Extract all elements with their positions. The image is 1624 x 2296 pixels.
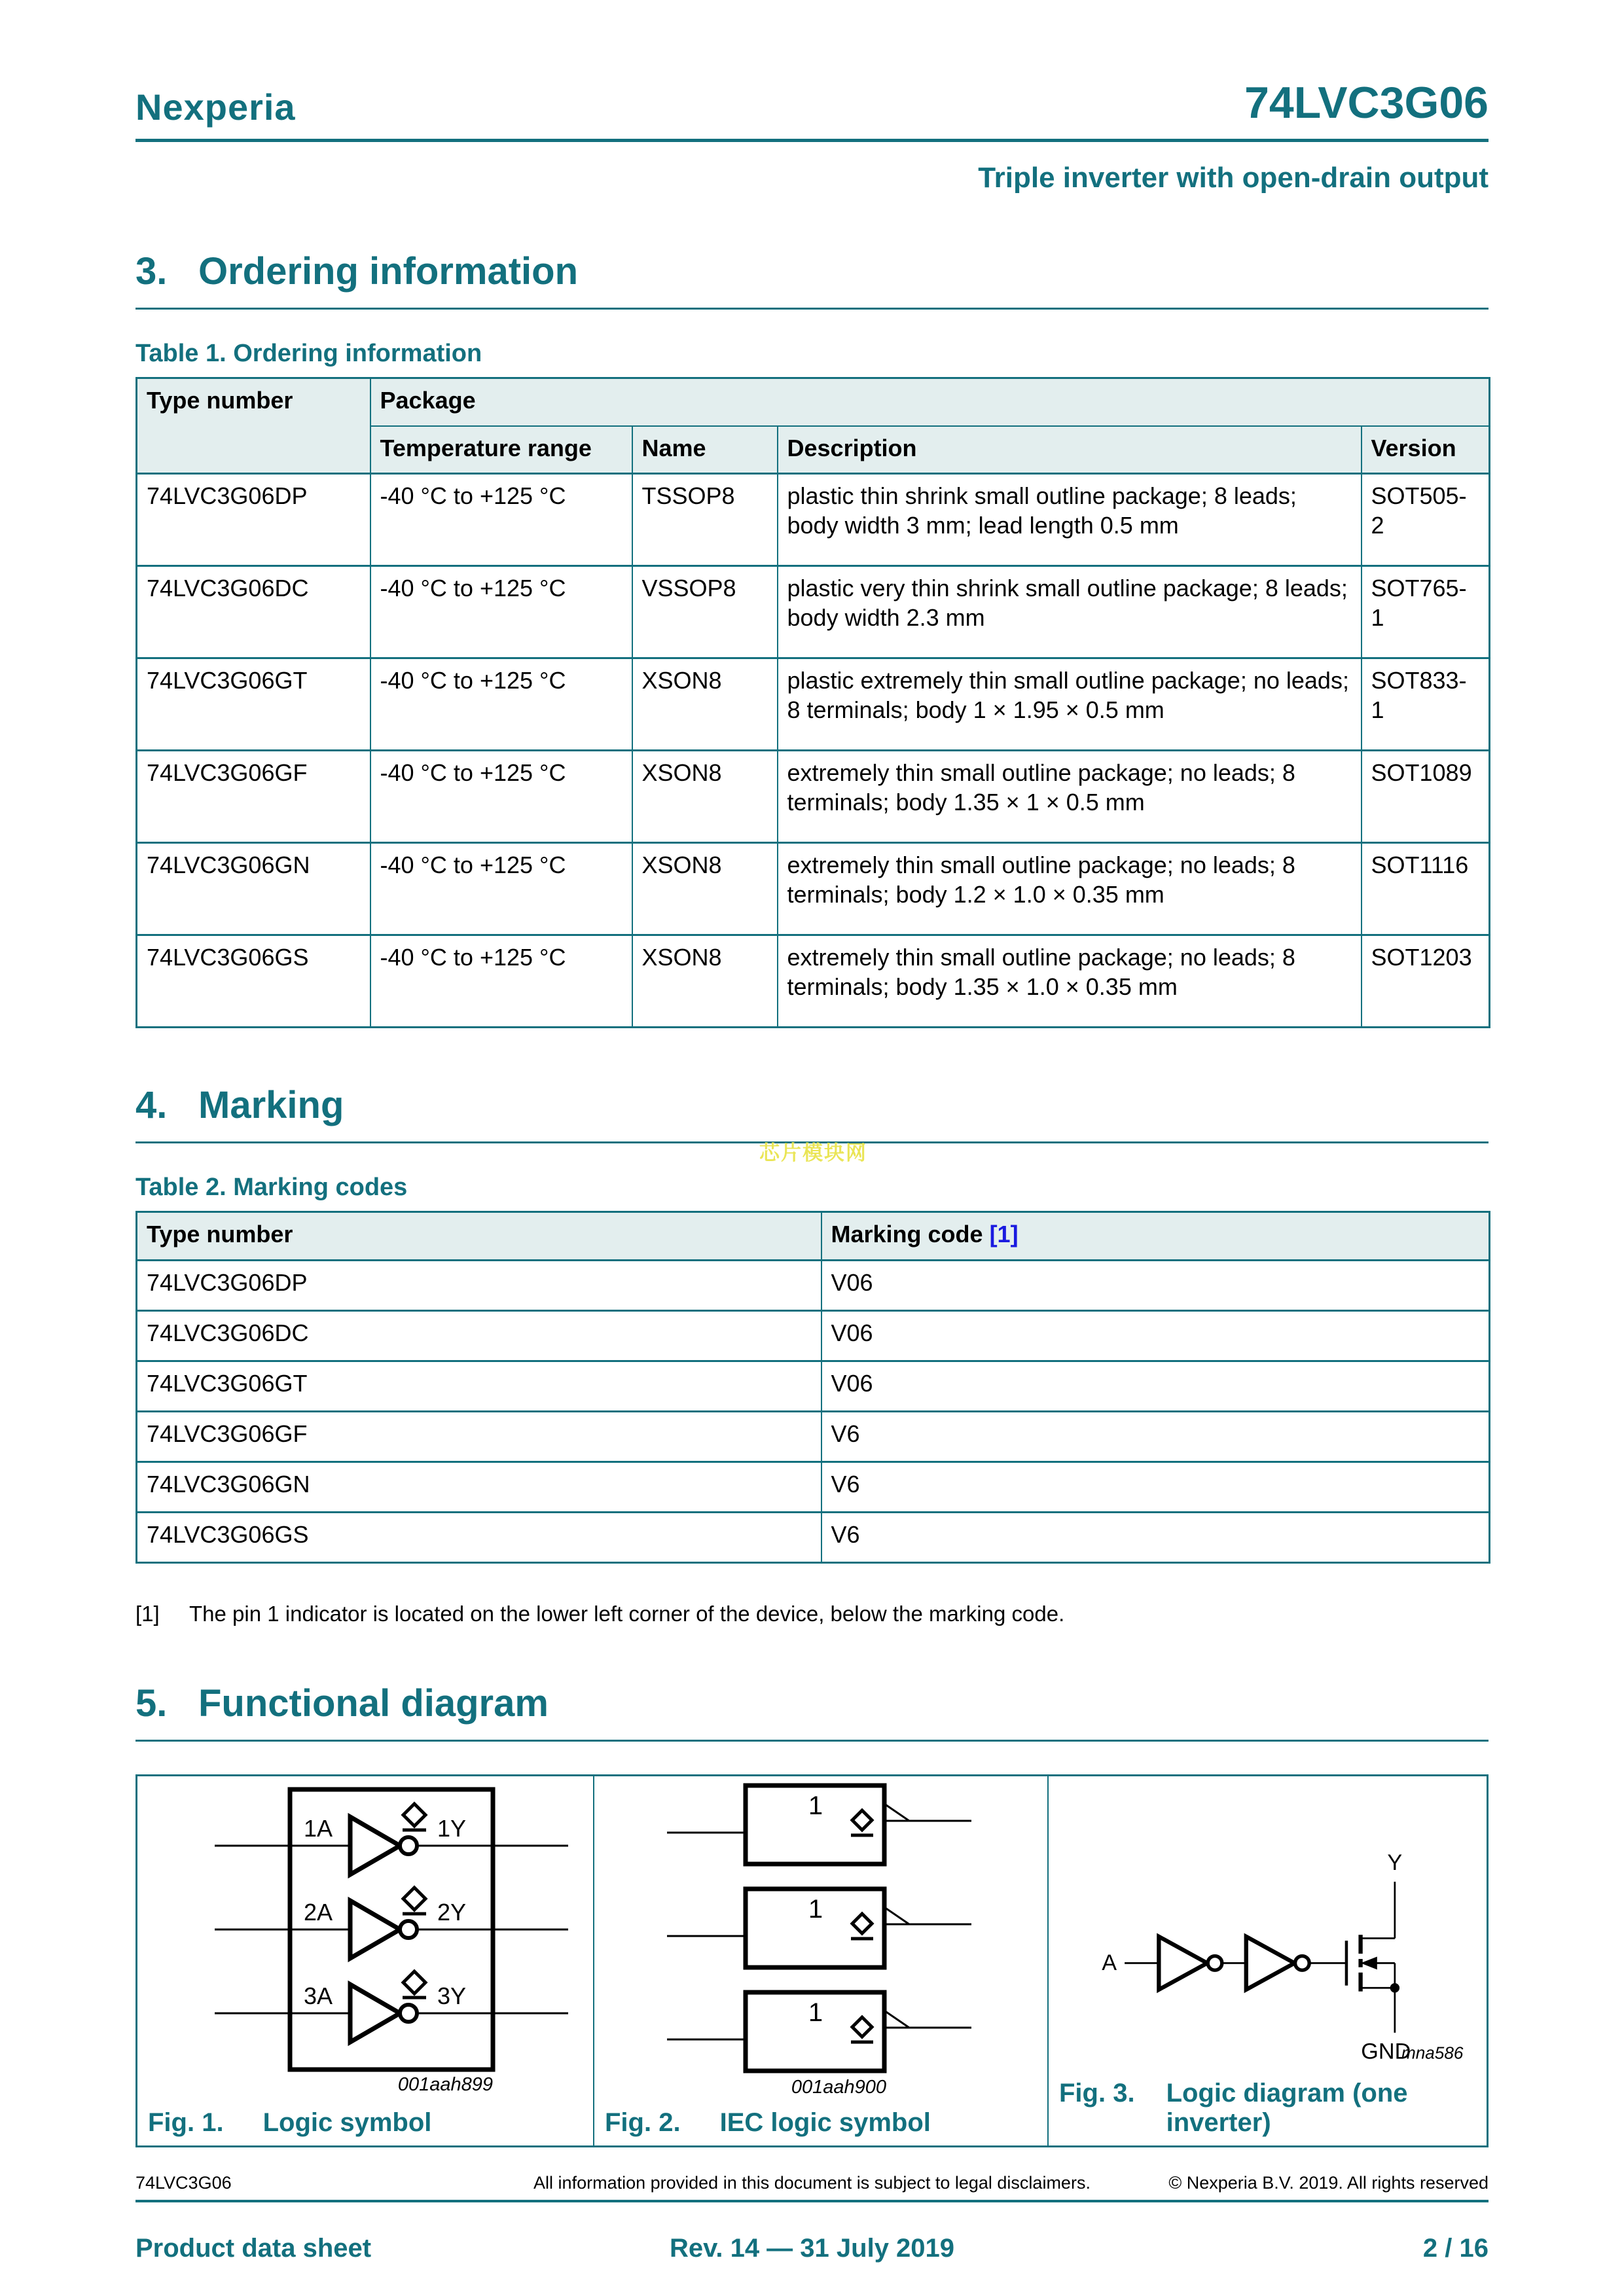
package-name-cell: TSSOP8: [632, 474, 778, 566]
open-drain-icon: [852, 2017, 872, 2037]
section-marking: [135, 1083, 1489, 1143]
figure-logic-diagram-one-inverter: [1049, 1776, 1489, 2145]
iec-logic-symbol-diagram: [605, 1780, 1037, 2096]
description-cell: extremely thin small outline package; no leads; 8 terminals; body 1.35 × 1.0 × 0.35 mm: [778, 935, 1362, 1028]
description-cell: plastic thin shrink small outline package; 8 leads; body width 3 mm; lead length 0.5 mm: [778, 474, 1362, 566]
table-row: [137, 751, 1490, 843]
section-title: Functional diagram: [198, 1681, 549, 1725]
temperature-cell: -40 °C to +125 °C: [370, 474, 632, 566]
section-functional-diagram: [135, 1681, 1489, 1742]
marking-code-label: Marking code: [831, 1221, 990, 1248]
table-header-row: [137, 1212, 1490, 1261]
junction-dot: [1390, 1983, 1399, 1992]
type-number-cell: 74LVC3G06GF: [137, 1411, 821, 1462]
figure3-caption-label: Fig. 3.: [1059, 2078, 1135, 2108]
document-subtitle: Triple inverter with open-drain output: [978, 162, 1489, 194]
marking-code-cell: V6: [821, 1411, 1490, 1462]
open-drain-icon: [852, 1914, 872, 1933]
column-header-marking-code: [821, 1212, 1490, 1261]
footnote: [135, 1602, 1489, 1626]
footnote-text: The pin 1 indicator is located on the lower left corner of the device, below the marking code.: [189, 1601, 1065, 1626]
open-drain-icon: [852, 1810, 872, 1830]
watermark-text: 芯片模块网: [759, 1141, 867, 1164]
output-y-label: Y: [1387, 1850, 1403, 1875]
gate1-output-label: 1Y: [437, 1814, 467, 1842]
description-cell: extremely thin small outline package; no leads; 8 terminals; body 1.35 × 1 × 0.5 mm: [778, 751, 1362, 843]
table1-caption: Table 1. Ordering information: [135, 340, 482, 367]
figure3-drawing-code: mna586: [1401, 2043, 1464, 2063]
logic-diagram-one-inverter: [1059, 1780, 1478, 2079]
open-drain-icon: [403, 1971, 425, 1994]
footer-doc-id: 74LVC3G06: [135, 2173, 232, 2193]
marking-code-cell: V06: [821, 1361, 1490, 1411]
section-heading: [135, 1083, 1489, 1127]
table-row: [137, 1260, 1490, 1310]
ordering-information-table: [135, 377, 1490, 1028]
marking-code-cell: V06: [821, 1310, 1490, 1361]
page-header: [135, 77, 1489, 128]
gate2-output-label: 2Y: [437, 1898, 467, 1926]
column-header-temperature-range: Temperature range: [370, 426, 632, 474]
footer-revision: Rev. 14 — 31 July 2019: [669, 2234, 955, 2263]
figure2-caption-title: IEC logic symbol: [719, 2108, 931, 2137]
column-header-name: Name: [632, 426, 778, 474]
section-heading: [135, 249, 1489, 293]
package-name-cell: XSON8: [632, 843, 778, 935]
type-number-cell: 74LVC3G06GN: [137, 1462, 821, 1512]
figure2-drawing-code: 001aah900: [791, 2076, 886, 2096]
footer-doc-type: Product data sheet: [135, 2234, 372, 2263]
table-row: [137, 935, 1490, 1028]
figure-iec-logic-symbol: [594, 1776, 1049, 2145]
table-row: [137, 1411, 1490, 1462]
header-rule: [135, 139, 1489, 142]
temperature-cell: -40 °C to +125 °C: [370, 566, 632, 658]
section-title: Ordering information: [198, 250, 578, 293]
open-drain-icon: [403, 1804, 425, 1826]
description-cell: plastic extremely thin small outline package; no leads; 8 terminals; body 1 × 1.95 × 0.5 mm: [778, 658, 1362, 751]
figure2-caption: [605, 2108, 1037, 2138]
type-number-cell: 74LVC3G06GF: [137, 751, 370, 843]
brand-wordmark: Nexperia: [135, 86, 296, 128]
package-name-cell: VSSOP8: [632, 566, 778, 658]
table-row: [137, 566, 1490, 658]
page-footer: [135, 2173, 1489, 2263]
footer-copyright: © Nexperia B.V. 2019. All rights reserved: [1168, 2173, 1489, 2193]
type-number-cell: 74LVC3G06GT: [137, 658, 370, 751]
column-header-type-number: Type number: [137, 378, 370, 474]
temperature-cell: -40 °C to +125 °C: [370, 843, 632, 935]
version-cell: SOT505-2: [1362, 474, 1490, 566]
type-number-cell: 74LVC3G06DC: [137, 566, 370, 658]
table-row: [137, 474, 1490, 566]
ground-label: GND: [1361, 2039, 1411, 2064]
part-number-title: 74LVC3G06: [1244, 78, 1489, 128]
package-name-cell: XSON8: [632, 658, 778, 751]
version-cell: SOT1089: [1362, 751, 1490, 843]
gate2-input-label: 2A: [303, 1898, 333, 1926]
figure3-caption-title: Logic diagram (one inverter): [1166, 2078, 1408, 2137]
gate3-input-label: 3A: [303, 1982, 333, 2009]
section-number: 5.: [135, 1681, 168, 1725]
type-number-cell: 74LVC3G06GS: [137, 1512, 821, 1562]
temperature-cell: -40 °C to +125 °C: [370, 658, 632, 751]
section-rule: [135, 1740, 1489, 1742]
functional-diagram-figure-box: [135, 1774, 1489, 2147]
version-cell: SOT1203: [1362, 935, 1490, 1028]
section-number: 3.: [135, 250, 168, 293]
type-number-cell: 74LVC3G06GT: [137, 1361, 821, 1411]
marking-code-cell: V06: [821, 1260, 1490, 1310]
figure1-caption-label: Fig. 1.: [148, 2108, 224, 2137]
marking-code-cell: V6: [821, 1462, 1490, 1512]
footer-disclaimer: All information provided in this document is subject to legal disclaimers.: [533, 2173, 1091, 2193]
table-row: [137, 843, 1490, 935]
section-number: 4.: [135, 1084, 168, 1127]
column-header-package: Package: [370, 378, 1490, 426]
input-a-label: A: [1102, 1950, 1117, 1976]
footer-page-number: 2 / 16: [1422, 2234, 1489, 2263]
description-cell: plastic very thin shrink small outline package; 8 leads; body width 2.3 mm: [778, 566, 1362, 658]
version-cell: SOT765-1: [1362, 566, 1490, 658]
table-row: [137, 1462, 1490, 1512]
temperature-cell: -40 °C to +125 °C: [370, 751, 632, 843]
table-row: [137, 1512, 1490, 1562]
figure1-caption: [148, 2108, 583, 2138]
gate3-output-label: 3Y: [437, 1982, 467, 2009]
type-number-cell: 74LVC3G06GN: [137, 843, 370, 935]
section-rule: [135, 308, 1489, 310]
marking-codes-table: [135, 1211, 1490, 1564]
package-name-cell: XSON8: [632, 751, 778, 843]
gate1-input-label: 1A: [303, 1814, 333, 1842]
column-header-type-number: Type number: [137, 1212, 821, 1261]
type-number-cell: 74LVC3G06DP: [137, 474, 370, 566]
footer-rule: [135, 2200, 1489, 2202]
section-ordering-information: [135, 249, 1489, 310]
marking-code-cell: V6: [821, 1512, 1490, 1562]
table-row: [137, 1310, 1490, 1361]
description-cell: extremely thin small outline package; no leads; 8 terminals; body 1.2 × 1.0 × 0.35 mm: [778, 843, 1362, 935]
figure1-drawing-code: 001aah899: [397, 2073, 493, 2094]
figure-logic-symbol: [137, 1776, 594, 2145]
open-drain-icon: [403, 1888, 425, 1910]
figure3-caption: [1059, 2079, 1478, 2138]
column-header-version: Version: [1362, 426, 1490, 474]
section-title: Marking: [198, 1084, 344, 1127]
temperature-cell: -40 °C to +125 °C: [370, 935, 632, 1028]
package-name-cell: XSON8: [632, 935, 778, 1028]
table-header-row: [137, 378, 1490, 426]
figure1-caption-title: Logic symbol: [262, 2108, 432, 2137]
mosfet-body-arrow-icon: [1361, 1956, 1377, 1969]
iec-box1-label: 1: [808, 1791, 823, 1820]
version-cell: SOT1116: [1362, 843, 1490, 935]
footer-small-row: [135, 2173, 1489, 2193]
footer-bold-row: [135, 2234, 1489, 2263]
column-header-description: Description: [778, 426, 1362, 474]
table-row: [137, 1361, 1490, 1411]
type-number-cell: 74LVC3G06GS: [137, 935, 370, 1028]
type-number-cell: 74LVC3G06DC: [137, 1310, 821, 1361]
logic-symbol-diagram: [149, 1780, 581, 2094]
figure2-caption-label: Fig. 2.: [605, 2108, 681, 2137]
table2-caption: Table 2. Marking codes: [135, 1174, 408, 1202]
footnote-reference-link[interactable]: [1]: [989, 1221, 1019, 1248]
table-row: [137, 658, 1490, 751]
type-number-cell: 74LVC3G06DP: [137, 1260, 821, 1310]
iec-box3-label: 1: [808, 1998, 823, 2027]
iec-box2-label: 1: [808, 1894, 823, 1924]
version-cell: SOT833-1: [1362, 658, 1490, 751]
section-heading: [135, 1681, 1489, 1725]
footnote-marker: [1]: [135, 1601, 160, 1626]
